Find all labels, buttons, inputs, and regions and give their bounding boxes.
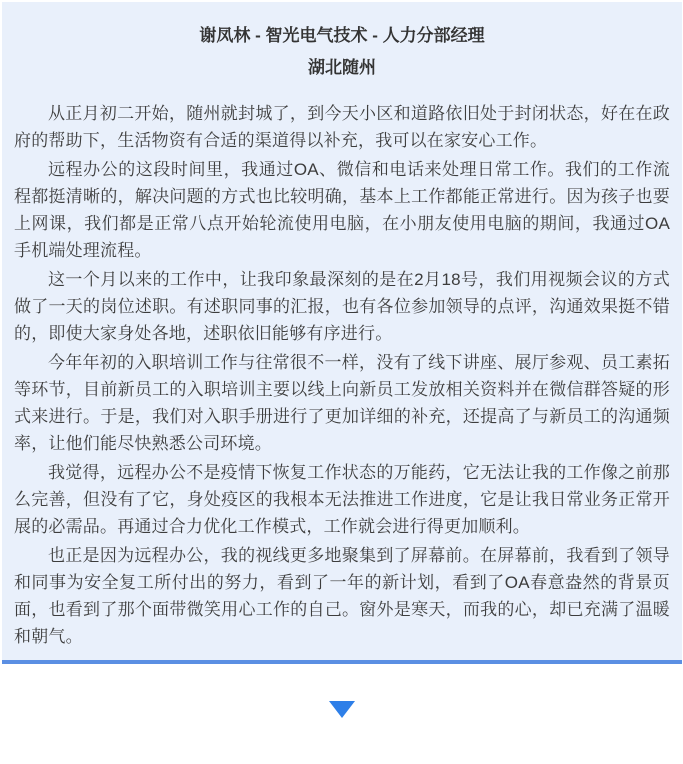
- down-triangle-icon: [329, 701, 355, 718]
- paragraph-4: 今年年初的入职培训工作与往常很不一样，没有了线下讲座、展厅参观、员工素拓等环节，目前新员工的入职培训主要以线上向新员工发放相关资料并在微信群答疑的形式来进行。于是，我们对入职手册进行了更加详细的补充，还提高了与新员工的沟通频率，让他们能尽快熟悉公司环境。: [14, 353, 670, 453]
- article-title: 谢凤林 - 智光电气技术 - 人力分部经理: [199, 26, 485, 45]
- paragraph-2: 远程办公的这段时间里，我通过OA、微信和电话来处理日常工作。我们的工作流程都挺清晰的，解决问题的方式也比较明确，基本上工作都能正常进行。因为孩子也要上网课，我们都是正常八点开始轮流使用电脑，在小朋友使用电脑的期间，我通过OA手机端处理流程。: [14, 160, 670, 260]
- footer-area: [0, 701, 683, 718]
- article-body: [14, 100, 670, 650]
- article-card: [2, 2, 682, 664]
- paragraph-5: 我觉得，远程办公不是疫情下恢复工作状态的万能药，它无法让我的工作像之前那么完善，但没有了它，身处疫区的我根本无法推进工作进度，它是让我日常业务正常开展的必需品。再通过合力优化工作模式，工作就会进行得更加顺利。: [14, 463, 670, 536]
- paragraph-3: 这一个月以来的工作中，让我印象最深刻的是在2月18号，我们用视频会议的方式做了一天的岗位述职。有述职同事的汇报，也有各位参加领导的点评，沟通效果挺不错的，即使大家身处各地，述职依旧能够有序进行。: [14, 270, 670, 343]
- paragraph-1: 从正月初二开始，随州就封城了，到今天小区和道路依旧处于封闭状态，好在在政府的帮助下，生活物资有合适的渠道得以补充，我可以在家安心工作。: [14, 104, 670, 150]
- paragraph-6: 也正是因为远程办公，我的视线更多地聚集到了屏幕前。在屏幕前，我看到了领导和同事为安全复工所付出的努力，看到了一年的新计划，看到了OA春意盎然的背景页面，也看到了那个面带微笑用心工作的自己。窗外是寒天，而我的心，却已充满了温暖和朝气。: [14, 546, 670, 646]
- article-location: 湖北随州: [308, 58, 376, 77]
